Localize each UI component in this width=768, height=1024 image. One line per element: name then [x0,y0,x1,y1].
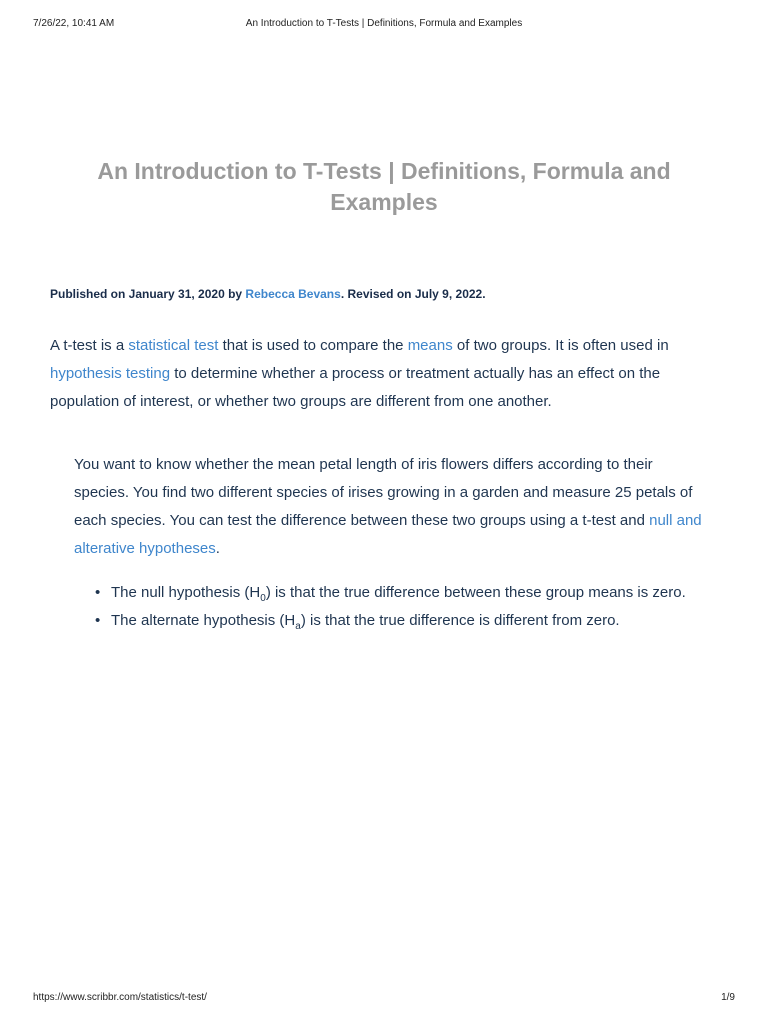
bullet-icon: • [95,584,101,601]
alternate-hypothesis-rest: ) is that the true difference is different from zero. [300,611,620,629]
published-date: Published on January 31, 2020 by [50,287,246,301]
example-end: . [215,540,220,557]
means-link[interactable]: means [407,337,453,354]
print-url: https://www.scribbr.com/statistics/t-test/ [33,992,207,1003]
article-title: An Introduction to T-Tests | Definitions, Formula and Examples [97,158,671,215]
example-paragraph [74,451,708,563]
null-alternative-hypotheses-link[interactable]: null and alterative hypotheses [74,512,702,557]
null-hypothesis-subscript: 0 [260,593,266,604]
intro-text-4: to determine whether a process or treatment actually has an effect on the population of interest, or whether two groups are different from one another. [50,365,661,410]
list-item-null-hypothesis [95,579,702,607]
bullet-icon: • [95,611,101,629]
statistical-test-link[interactable]: statistical test [128,337,219,354]
revised-date: . Revised on July 9, 2022. [340,287,486,301]
alternate-hypothesis-subscript: a [295,620,301,632]
alternate-hypothesis-text: The alternate hypothesis (H [111,611,296,629]
author-link[interactable]: Rebecca Bevans [245,287,341,301]
null-hypothesis-text: The null hypothesis (H [111,584,261,601]
null-hypothesis-rest: ) is that the true difference between these group means is zero. [265,584,686,601]
print-datetime: 7/26/22, 10:41 AM [33,18,115,29]
list-item-alternate-hypothesis [95,607,702,635]
article-meta [50,287,718,301]
print-header [33,18,735,32]
hypothesis-testing-link[interactable]: hypothesis testing [50,365,171,382]
intro-text-3: of two groups. It is often used in [452,337,669,354]
intro-text-2: that is used to compare the [218,337,408,354]
hypotheses-list [74,579,702,634]
page-number: 1/9 [721,992,735,1003]
intro-text-1: A t-test is a [50,337,129,354]
intro-paragraph [50,332,716,416]
example-text: You want to know whether the mean petal length of iris flowers differs according to their species. You find two different species of irises growing in a garden and measure 25 petals of each species. You can test the difference between these two groups using a t-test and [74,456,693,529]
print-footer [33,992,735,1006]
print-page-title: An Introduction to T-Tests | Definitions, Formula and Examples [245,18,523,29]
